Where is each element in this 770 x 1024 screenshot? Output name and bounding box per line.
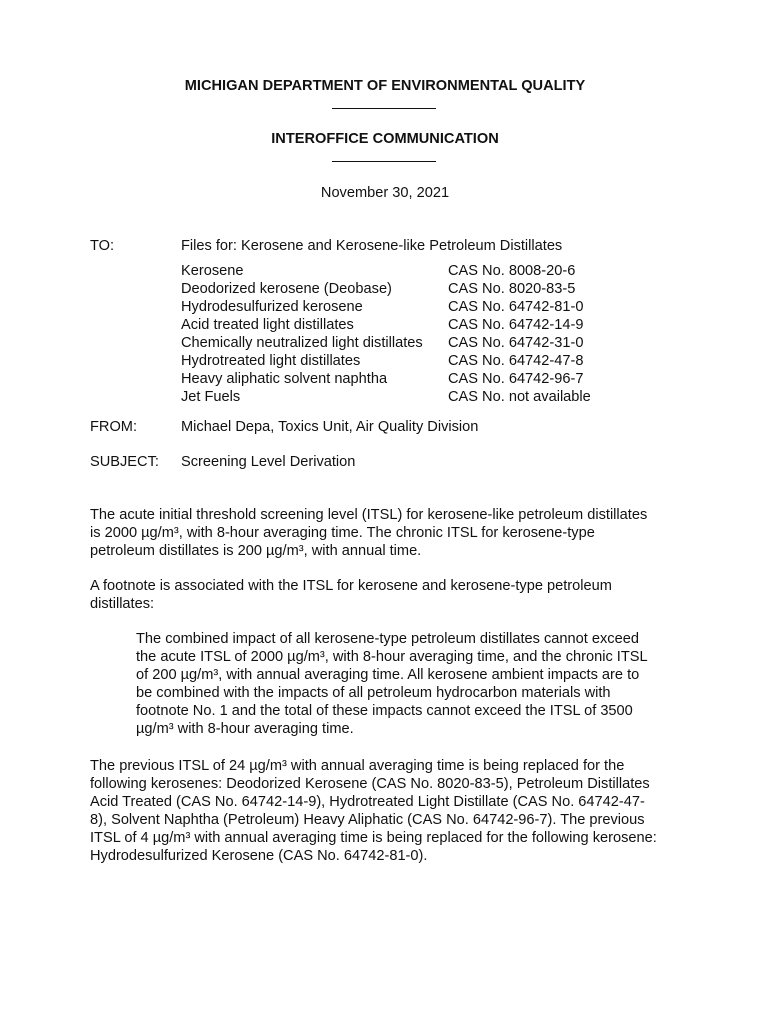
product-name: Hydrodesulfurized kerosene [181, 299, 363, 315]
product-cas-number: CAS No. 64742-96-7 [448, 371, 584, 387]
paragraph-line: distillates: [90, 596, 155, 612]
product-name: Heavy aliphatic solvent naphtha [181, 371, 388, 387]
quote-line: the acute ITSL of 2000 µg/m³, with 8-hour averaging time, and the chronic ITSL [136, 649, 648, 665]
product-cas-number: CAS No. 64742-31-0 [448, 335, 584, 351]
footnote-intro-paragraph [90, 577, 690, 613]
product-cas-number: CAS No. 64742-47-8 [448, 353, 584, 369]
memo-date: November 30, 2021 [320, 185, 450, 201]
heading-underline-rule [332, 161, 436, 162]
to-label: TO: [90, 238, 115, 254]
paragraph-line: The acute initial threshold screening level (ITSL) for kerosene-like petroleum distillates [90, 507, 648, 523]
quote-line: µg/m³ with 8-hour averaging time. [136, 721, 354, 737]
product-name: Kerosene [181, 263, 244, 279]
product-list [181, 262, 611, 406]
communication-type-heading: INTEROFFICE COMMUNICATION [271, 131, 499, 147]
paragraph-line: ITSL of 4 µg/m³ with annual averaging time is being replaced for the following kerosene: [90, 830, 657, 846]
product-row [181, 280, 611, 298]
product-cas-number: CAS No. not available [448, 389, 591, 405]
paragraph-line: 8), Solvent Naphtha (Petroleum) Heavy Aliphatic (CAS No. 64742-96-7). The previous [90, 812, 645, 828]
product-cas-number: CAS No. 64742-81-0 [448, 299, 584, 315]
subject-value: Screening Level Derivation [181, 454, 356, 470]
paragraph-line: Acid Treated (CAS No. 64742-14-9), Hydrotreated Light Distillate (CAS No. 64742-47- [90, 794, 645, 810]
product-name: Hydrotreated light distillates [181, 353, 361, 369]
footnote-quote [136, 630, 681, 738]
paragraph-line: Hydrodesulfurized Kerosene (CAS No. 64742-81-0). [90, 848, 428, 864]
product-row [181, 262, 611, 280]
product-row [181, 370, 611, 388]
product-row [181, 316, 611, 334]
quote-line: footnote No. 1 and the total of these impacts cannot exceed the ITSL of 3500 [136, 703, 633, 719]
from-value: Michael Depa, Toxics Unit, Air Quality Division [181, 419, 479, 435]
previous-itsl-paragraph [90, 757, 690, 865]
paragraph-line: petroleum distillates is 200 µg/m³, with annual time. [90, 543, 422, 559]
from-label: FROM: [90, 419, 138, 435]
quote-line: The combined impact of all kerosene-type petroleum distillates cannot exceed [136, 631, 639, 647]
product-cas-number: CAS No. 8020-83-5 [448, 281, 576, 297]
paragraph-line: A footnote is associated with the ITSL for kerosene and kerosene-type petroleum [90, 578, 612, 594]
product-cas-number: CAS No. 64742-14-9 [448, 317, 584, 333]
itsl-summary-paragraph [90, 506, 690, 560]
quote-line: be combined with the impacts of all petroleum hydrocarbon materials with [136, 685, 611, 701]
paragraph-line: The previous ITSL of 24 µg/m³ with annual averaging time is being replaced for the [90, 758, 625, 774]
product-cas-number: CAS No. 8008-20-6 [448, 263, 576, 279]
product-row [181, 388, 611, 406]
product-name: Acid treated light distillates [181, 317, 354, 333]
department-title: MICHIGAN DEPARTMENT OF ENVIRONMENTAL QUALITY [184, 78, 586, 94]
paragraph-line: is 2000 µg/m³, with 8-hour averaging time. The chronic ITSL for kerosene-type [90, 525, 595, 541]
product-name: Chemically neutralized light distillates [181, 335, 423, 351]
product-name: Deodorized kerosene (Deobase) [181, 281, 392, 297]
product-row [181, 352, 611, 370]
subject-label: SUBJECT: [90, 454, 159, 470]
paragraph-line: following kerosenes: Deodorized Kerosene (CAS No. 8020-83-5), Petroleum Distillates [90, 776, 650, 792]
product-row [181, 334, 611, 352]
product-name: Jet Fuels [181, 389, 241, 405]
title-underline-rule [332, 108, 436, 109]
quote-line: of 200 µg/m³, with annual averaging time. All kerosene ambient impacts are to [136, 667, 640, 683]
product-row [181, 298, 611, 316]
to-value: Files for: Kerosene and Kerosene-like Petroleum Distillates [181, 238, 563, 254]
